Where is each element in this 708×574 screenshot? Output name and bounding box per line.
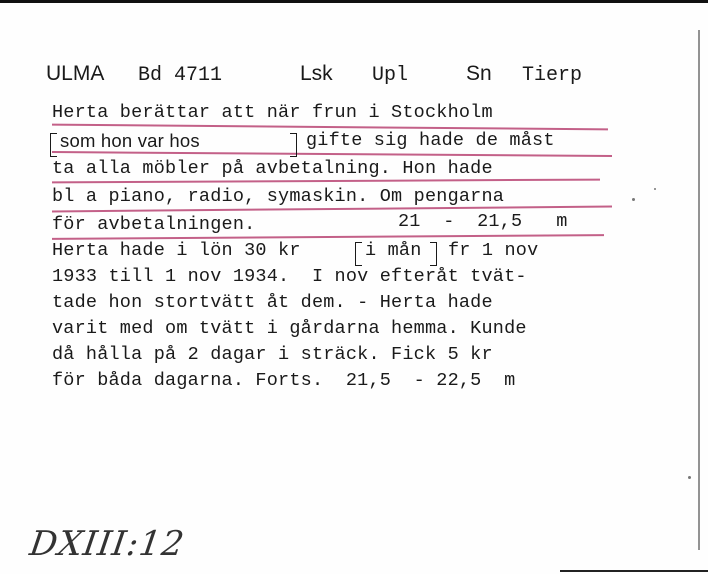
text-line: 1933 till 1 nov 1934. I nov efteråt tvät- bbox=[52, 266, 527, 287]
paper-speck bbox=[632, 198, 635, 201]
open-bracket bbox=[355, 242, 362, 266]
text-line: Herta hade i lön 30 kr bbox=[52, 240, 301, 261]
card-top-edge bbox=[0, 0, 708, 3]
close-bracket bbox=[430, 242, 437, 266]
province-code: Upl bbox=[372, 64, 409, 87]
text-line-inserted: i mån bbox=[365, 240, 422, 261]
text-line: då hålla på 2 dagar i sträck. Fick 5 kr bbox=[52, 344, 493, 365]
text-line: för avbetalningen. bbox=[52, 214, 256, 235]
text-line: för båda dagarna. Forts. 21,5 - 22,5 m bbox=[52, 370, 516, 391]
socken-label: Sn bbox=[466, 62, 492, 85]
paper-speck bbox=[654, 188, 656, 190]
text-line: fr 1 nov bbox=[448, 240, 539, 261]
text-line: gifte sig hade de måst bbox=[306, 130, 555, 151]
text-line: varit med om tvätt i gårdarna hemma. Kunde bbox=[52, 318, 527, 339]
archive-code: ULMA bbox=[46, 62, 105, 85]
card-bottom-edge bbox=[560, 570, 708, 572]
text-line: ta alla möbler på avbetalning. Hon hade bbox=[52, 158, 493, 179]
page-range: 21 - 21,5 m bbox=[398, 211, 568, 232]
volume-number: Bd 4711 bbox=[138, 64, 223, 87]
open-bracket bbox=[50, 133, 57, 157]
close-bracket bbox=[290, 133, 297, 157]
handwritten-signature: DXIII:12 bbox=[27, 524, 188, 564]
text-line: bl a piano, radio, symaskin. Om pengarna bbox=[52, 186, 505, 207]
text-line: tade hon stortvätt åt dem. - Herta hade bbox=[52, 292, 493, 313]
card-right-edge bbox=[698, 30, 700, 550]
text-line: Herta berättar att när frun i Stockholm bbox=[52, 102, 493, 123]
parish-name: Tierp bbox=[522, 64, 583, 87]
paper-speck bbox=[688, 476, 691, 479]
text-line-inserted: som hon var hos bbox=[60, 130, 200, 151]
landskap-label: Lsk bbox=[300, 62, 333, 85]
